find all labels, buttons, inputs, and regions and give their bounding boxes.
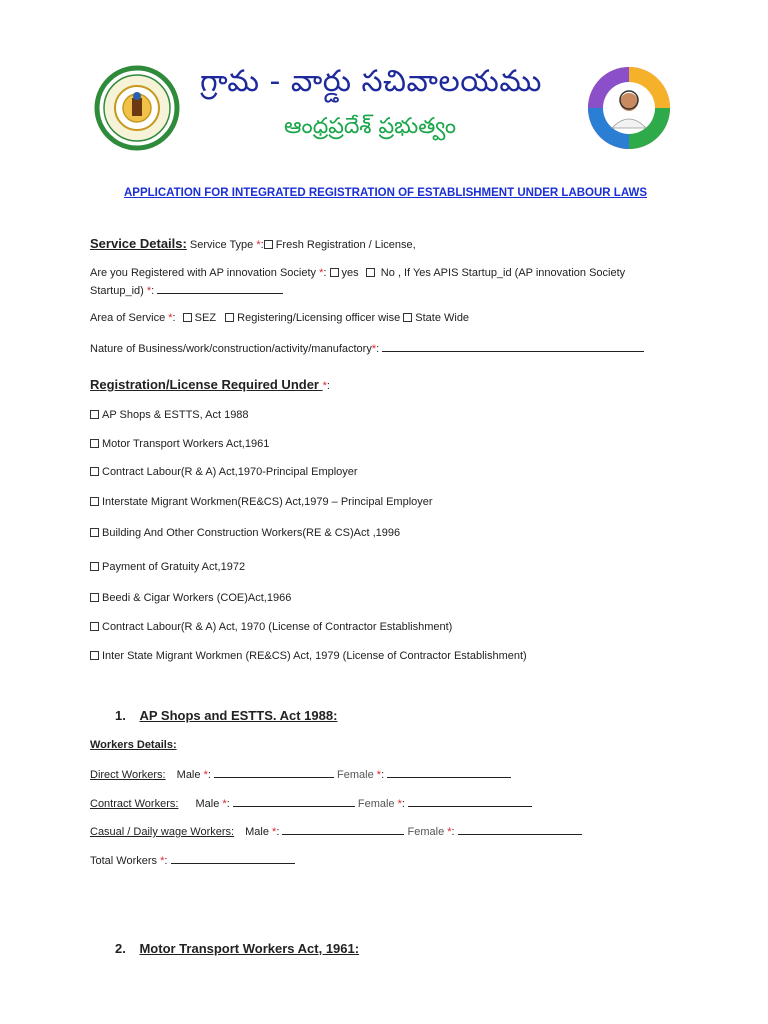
registration-item: Motor Transport Workers Act,1961 <box>90 438 269 450</box>
registration-item: Beedi & Cigar Workers (COE)Act,1966 <box>90 592 291 604</box>
ap-innovation-no-checkbox[interactable] <box>366 268 375 277</box>
nature-of-business-row: Nature of Business/work/construction/activity/manufactory*: <box>90 341 644 355</box>
registration-item: Inter State Migrant Workmen (RE&CS) Act, 1979 (License of Contractor Establishment) <box>90 650 527 662</box>
registration-checkbox[interactable] <box>90 593 99 602</box>
registration-item: AP Shops & ESTTS, Act 1988 <box>90 409 249 421</box>
andhra-pradesh-emblem-icon <box>94 62 180 154</box>
contract-female-field[interactable] <box>408 796 532 807</box>
contract-male-field[interactable] <box>233 796 355 807</box>
section-1-title: AP Shops and ESTTS. Act 1988: <box>139 708 338 723</box>
officer-wise-checkbox[interactable] <box>225 313 234 322</box>
service-details-heading: Service Details: <box>90 236 187 251</box>
nature-of-business-field[interactable] <box>382 341 644 352</box>
contract-workers-row: Contract Workers: Male *: Female *: <box>90 796 532 810</box>
service-type-row: Service Details: Service Type *: Fresh Registration / License, <box>90 236 416 251</box>
registration-item: Interstate Migrant Workmen(RE&CS) Act,1979 – Principal Employer <box>90 496 433 508</box>
casual-female-field[interactable] <box>458 824 582 835</box>
registration-checkbox[interactable] <box>90 528 99 537</box>
ap-innovation-row: Are you Registered with AP innovation Society *: yes No , If Yes APIS Startup_id (AP innovation Society <box>90 267 626 279</box>
registration-checkbox[interactable] <box>90 622 99 631</box>
startup-id-field[interactable] <box>157 283 283 294</box>
section-2-heading: 2. Motor Transport Workers Act, 1961: <box>115 941 360 956</box>
section-1-heading: 1. AP Shops and ESTTS. Act 1988: <box>115 708 338 723</box>
registration-heading-row: Registration/License Required Under *: <box>90 377 330 392</box>
registration-item: Building And Other Construction Workers(RE & CS)Act ,1996 <box>90 527 400 539</box>
registration-checkbox[interactable] <box>90 439 99 448</box>
registration-checkbox[interactable] <box>90 562 99 571</box>
service-type-label: Service Type <box>189 239 257 251</box>
total-workers-field[interactable] <box>171 853 295 864</box>
state-wide-checkbox[interactable] <box>403 313 412 322</box>
registration-item: Contract Labour(R & A) Act, 1970 (License of Contractor Establishment) <box>90 621 452 633</box>
registration-checkbox[interactable] <box>90 410 99 419</box>
fresh-registration-checkbox[interactable] <box>264 240 273 249</box>
sez-checkbox[interactable] <box>183 313 192 322</box>
document-title: APPLICATION FOR INTEGRATED REGISTRATION OF ESTABLISHMENT UNDER LABOUR LAWS <box>124 187 648 199</box>
casual-male-field[interactable] <box>282 824 404 835</box>
direct-workers-row: Direct Workers: Male *: Female *: <box>90 767 511 781</box>
header-title: గ్రామ - వార్డు సచివాలయము <box>200 64 542 99</box>
area-of-service-row: Area of Service *: SEZ Registering/Licensing officer wise State Wide <box>90 312 470 324</box>
registration-item: Contract Labour(R & A) Act,1970-Principal Employer <box>90 466 358 478</box>
workers-details-heading: Workers Details: <box>90 739 177 751</box>
fresh-registration-label: Fresh Registration / License, <box>275 239 416 251</box>
header-subtitle: ఆంధ్రప్రదేశ్ ప్రభుత్వం <box>284 114 457 139</box>
total-workers-row: Total Workers *: <box>90 853 295 867</box>
registration-heading: Registration/License Required Under <box>90 377 323 392</box>
navaratnalu-logo-icon <box>586 62 672 154</box>
casual-workers-row: Casual / Daily wage Workers: Male *: Female *: <box>90 824 582 838</box>
startup-id-row: Startup_id) *: <box>90 283 283 297</box>
registration-checkbox[interactable] <box>90 651 99 660</box>
section-2-title: Motor Transport Workers Act, 1961: <box>139 941 360 956</box>
registration-item: Payment of Gratuity Act,1972 <box>90 561 245 573</box>
direct-female-field[interactable] <box>387 767 511 778</box>
registration-checkbox[interactable] <box>90 467 99 476</box>
header-banner <box>88 52 680 164</box>
registration-checkbox[interactable] <box>90 497 99 506</box>
ap-innovation-yes-checkbox[interactable] <box>330 268 339 277</box>
direct-male-field[interactable] <box>214 767 334 778</box>
